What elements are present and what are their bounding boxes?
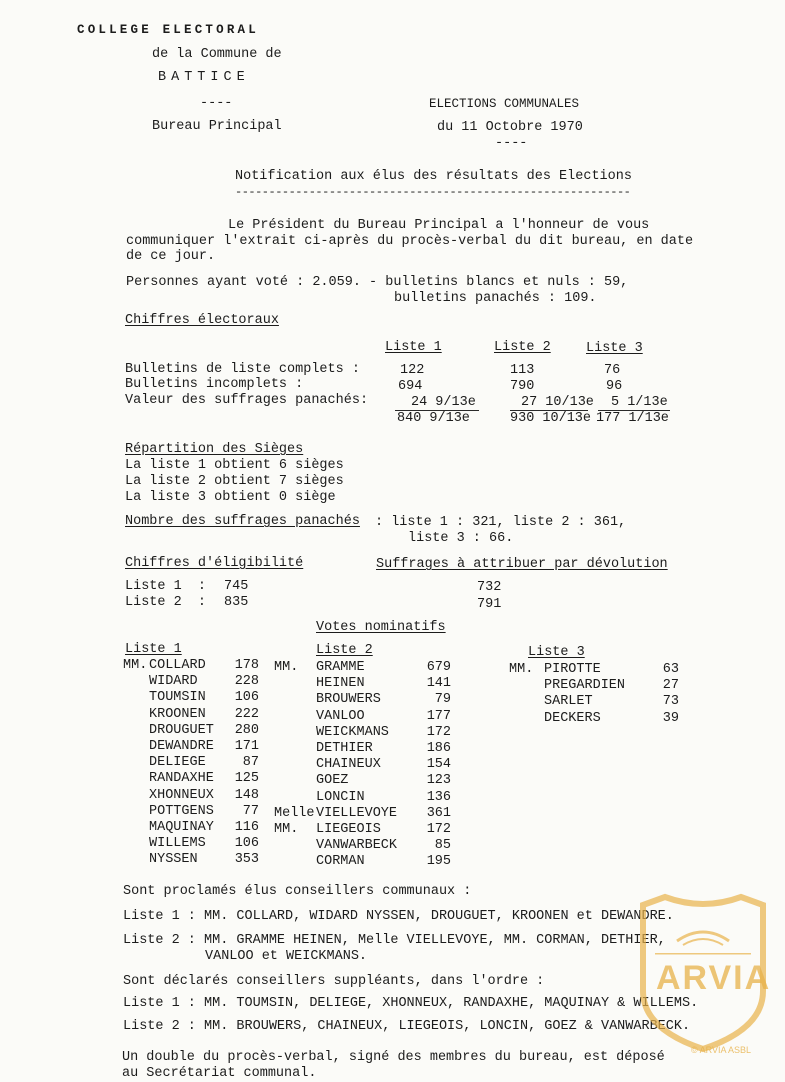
intro-line-2: communiquer l'extrait ci-après du procès-verbal du dit bureau, en date — [126, 234, 694, 249]
candidate-prefix: MM. — [123, 658, 148, 673]
panaches-list-1: 24 9/13e — [411, 395, 476, 410]
arvia-watermark — [633, 893, 773, 1053]
candidate-name: VANWARBECK — [316, 838, 398, 854]
candidate-name: PREGARDIEN — [544, 678, 626, 694]
candidate-votes: 679 — [426, 660, 451, 675]
repartition-line-3: La liste 3 obtient 0 siège — [125, 490, 336, 505]
eligibilite-value-2: 835 — [224, 595, 249, 610]
eligibilite-label-1: Liste 1 : — [125, 579, 207, 594]
candidate-name: MAQUINAY — [149, 820, 214, 835]
candidate-votes: 116 — [234, 820, 259, 835]
candidate-votes: 280 — [234, 722, 259, 738]
incomplets-list-1: 694 — [398, 379, 423, 394]
candidate-name: WEICKMANS — [316, 724, 389, 740]
intro-line-3: de ce jour. — [126, 249, 216, 264]
candidate-name: WIDARD — [149, 674, 198, 690]
candidate-name: LIEGEOIS — [316, 822, 381, 837]
candidate-votes: 63 — [662, 662, 679, 677]
suppleants-liste-1: Liste 1 : MM. TOUMSIN, DELIEGE, XHONNEUX, RANDAXHE, MAQUINAY & WILLEMS. — [123, 996, 699, 1011]
candidate-votes: 77 — [242, 803, 259, 819]
nominatifs-list-3-title: Liste 3 — [528, 645, 585, 660]
suppleants-liste-2: Liste 2 : MM. BROUWERS, CHAINEUX, LIEGEOIS, LONCIN, GOEZ & VANWARBECK. — [123, 1019, 691, 1034]
candidate-name: KROONEN — [149, 706, 206, 722]
candidate-votes: 172 — [426, 822, 451, 837]
elections-title: ELECTIONS COMMUNALES — [429, 97, 580, 111]
bureau-label: Bureau Principal — [152, 119, 282, 134]
candidate-votes: 123 — [426, 773, 451, 789]
incomplets-list-2: 790 — [510, 379, 535, 394]
candidate-name: DETHIER — [316, 741, 373, 756]
row-label-complets: Bulletins de liste complets : — [125, 362, 360, 377]
candidate-name: HEINEN — [316, 676, 365, 692]
candidate-prefix: MM. — [274, 660, 299, 675]
candidate-prefix: MM. — [274, 822, 299, 837]
nominatifs-list-2-title: Liste 2 — [316, 643, 373, 658]
intro-line-1: Le Président du Bureau Principal a l'honneur de vous — [228, 218, 650, 233]
candidate-name: TOUMSIN — [149, 690, 206, 706]
elus-intro: Sont proclamés élus conseillers communaux : — [123, 884, 472, 899]
candidate-name: XHONNEUX — [149, 787, 214, 803]
complets-list-3: 76 — [604, 363, 621, 378]
candidate-votes: 353 — [234, 852, 259, 868]
candidate-name: LONCIN — [316, 789, 365, 805]
suppleants-intro: Sont déclarés conseillers suppléants, dans l'ordre : — [123, 974, 545, 989]
candidate-votes: 39 — [662, 710, 679, 726]
candidate-votes: 106 — [234, 690, 259, 706]
votes-line-2: bulletins panachés : 109. — [394, 291, 597, 306]
candidate-votes: 222 — [234, 706, 259, 722]
title-underline: ----------------------------------------------------------- — [235, 185, 631, 199]
eligibilite-value-1: 745 — [224, 579, 249, 594]
date-separator: ---- — [495, 136, 528, 151]
repartition-line-1: La liste 1 obtient 6 sièges — [125, 458, 344, 473]
devolution-heading: Suffrages à attribuer par dévolution — [376, 557, 668, 572]
candidate-votes: 87 — [242, 755, 259, 771]
candidate-votes: 172 — [426, 724, 451, 740]
chiffres-list-2-header: Liste 2 — [494, 340, 551, 355]
total-list-2: 930 10/13e — [510, 411, 592, 426]
votes-nominatifs-heading: Votes nominatifs — [316, 620, 446, 635]
candidate-name: RANDAXHE — [149, 771, 214, 787]
panaches-line-2: liste 3 : 66. — [408, 531, 514, 546]
candidate-name: DECKERS — [544, 710, 601, 726]
eligibilite-label-2: Liste 2 : — [125, 595, 207, 610]
candidate-votes: 148 — [234, 787, 259, 803]
candidate-name: NYSSEN — [149, 852, 198, 868]
candidate-votes: 85 — [434, 838, 451, 854]
candidate-name: DEWANDRE — [149, 739, 214, 754]
candidate-name: SARLET — [544, 694, 593, 710]
devolution-value-2: 791 — [477, 597, 502, 612]
candidate-prefix: Melle — [274, 805, 315, 821]
candidate-name: GOEZ — [316, 773, 349, 789]
complets-list-1: 122 — [400, 363, 425, 378]
candidate-name: CHAINEUX — [316, 757, 381, 773]
total-list-3: 177 1/13e — [596, 411, 669, 426]
candidate-votes: 178 — [234, 658, 259, 673]
panaches-line-1: : liste 1 : 321, liste 2 : 361, — [375, 515, 627, 530]
panaches-heading: Nombre des suffrages panachés — [125, 514, 360, 529]
complets-list-2: 113 — [510, 363, 535, 378]
candidate-votes: 228 — [234, 674, 259, 690]
candidate-name: BROUWERS — [316, 692, 381, 708]
footer-line-2: au Secrétariat communal. — [122, 1066, 317, 1081]
row-label-panaches: Valeur des suffrages panachés: — [125, 393, 369, 408]
candidate-votes: 136 — [426, 789, 451, 805]
panaches-list-2: 27 10/13e — [521, 395, 594, 410]
candidate-votes: 27 — [662, 678, 679, 694]
devolution-value-1: 732 — [477, 580, 502, 595]
candidate-prefix: MM. — [509, 662, 534, 677]
candidate-votes: 79 — [434, 692, 451, 708]
candidate-name: DELIEGE — [149, 755, 206, 771]
candidate-votes: 186 — [426, 741, 451, 756]
candidate-votes: 154 — [426, 757, 451, 773]
repartition-line-2: La liste 2 obtient 7 sièges — [125, 474, 344, 489]
nominatifs-list-1-title: Liste 1 — [125, 642, 182, 657]
candidate-name: CORMAN — [316, 854, 365, 870]
candidate-name: VANLOO — [316, 708, 365, 724]
incomplets-list-3: 96 — [606, 379, 623, 394]
candidate-name: POTTGENS — [149, 803, 214, 819]
candidate-votes: 195 — [426, 854, 451, 870]
college-electoral-heading: COLLEGE ELECTORAL — [77, 23, 259, 37]
candidate-votes: 106 — [234, 836, 259, 852]
candidate-votes: 125 — [234, 771, 259, 787]
row-label-incomplets: Bulletins incomplets : — [125, 377, 304, 392]
candidate-name: VIELLEVOYE — [316, 805, 398, 821]
total-list-1: 840 9/13e — [397, 411, 470, 426]
repartition-heading: Répartition des Sièges — [125, 442, 304, 457]
elus-liste-2b: VANLOO et WEICKMANS. — [205, 949, 368, 964]
candidate-votes: 73 — [662, 694, 679, 710]
commune-label: de la Commune de — [152, 47, 282, 62]
header-separator: ---- — [200, 96, 233, 111]
candidate-name: WILLEMS — [149, 836, 206, 852]
notification-title: Notification aux élus des résultats des Elections — [235, 169, 632, 184]
candidate-name: COLLARD — [149, 658, 206, 673]
arvia-brand: ARVIA — [656, 959, 772, 997]
candidate-name: PIROTTE — [544, 662, 601, 677]
footer-line-1: Un double du procès-verbal, signé des membres du bureau, est déposé — [122, 1050, 665, 1065]
elections-date: du 11 Octobre 1970 — [437, 120, 583, 135]
chiffres-electoraux-heading: Chiffres électoraux — [125, 313, 279, 328]
chiffres-list-1-header: Liste 1 — [385, 340, 442, 355]
elus-liste-2a: Liste 2 : MM. GRAMME HEINEN, Melle VIELLEVOYE, MM. CORMAN, DETHIER, — [123, 933, 666, 948]
candidate-votes: 171 — [234, 739, 259, 754]
panaches-list-3: 5 1/13e — [611, 395, 668, 410]
candidate-name: DROUGUET — [149, 722, 214, 738]
votes-line-1: Personnes ayant voté : 2.059. - bulletins blancs et nuls : 59, — [126, 275, 629, 290]
arvia-credit: © ARVIA ASBL — [691, 1045, 752, 1055]
candidate-votes: 141 — [426, 676, 451, 692]
candidate-votes: 361 — [426, 805, 451, 821]
town-name: BATTICE — [158, 70, 250, 85]
chiffres-list-3-header: Liste 3 — [586, 341, 643, 356]
candidate-name: GRAMME — [316, 660, 365, 675]
elus-liste-1: Liste 1 : MM. COLLARD, WIDARD NYSSEN, DROUGUET, KROONEN et DEWANDRE. — [123, 909, 674, 924]
eligibilite-heading: Chiffres d'éligibilité — [125, 556, 304, 571]
candidate-votes: 177 — [426, 708, 451, 724]
